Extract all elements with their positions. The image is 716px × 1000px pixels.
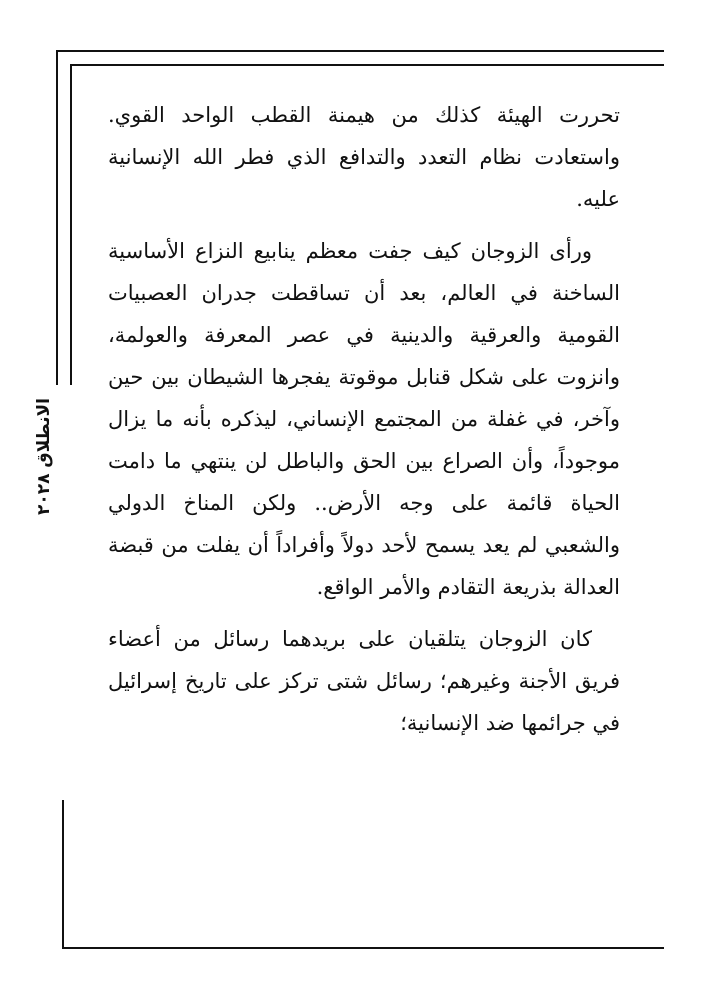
paragraph-1: تحررت الهيئة كذلك من هيمنة القطب الواحد القوي. واستعادت نظام التعدد والتدافع الذي فطر الله الإنسانية عليه. <box>108 103 620 211</box>
body-text <box>108 94 620 754</box>
frame-left-inner-line <box>70 64 72 385</box>
paragraph-2: ورأى الزوجان كيف جفت معظم ينابيع النزاع الأساسية الساخنة في العالم، بعد أن تساقطت جدران العصبيات القومية والعرقية والدينية في عصر المعرفة والعولمة، وانزوت على شكل قنابل موقوتة يفجرها الشيطان بين حين وآخر، في غفلة من المجتمع الإنساني، ليذكره بأنه ما يزال موجوداً، وأن الصراع بين الحق والباطل لن ينتهي ما دامت الحياة قائمة على وجه الأرض.. ولكن المناخ الدولي والشعبي لم يعد يسمح لأحد دولاً وأفراداً أن يفلت من قبضة العدالة بذريعة التقادم والأمر الواقع. <box>108 239 620 599</box>
frame-top-inner-line <box>70 64 664 66</box>
frame-left-outer-line <box>56 50 58 385</box>
running-header-label: الانطلاق ٢٠٢٨ <box>34 398 54 515</box>
frame-bottom-horizontal-line <box>62 947 664 949</box>
frame-top-outer-line <box>56 50 664 52</box>
frame-bottom-vertical-line <box>62 800 64 948</box>
paragraph-3: كان الزوجان يتلقيان على بريدهما رسائل من أعضاء فريق الأجنة وغيرهم؛ رسائل شتى تركز على تاريخ إسرائيل في جرائمها ضد الإنسانية؛ <box>108 627 620 735</box>
